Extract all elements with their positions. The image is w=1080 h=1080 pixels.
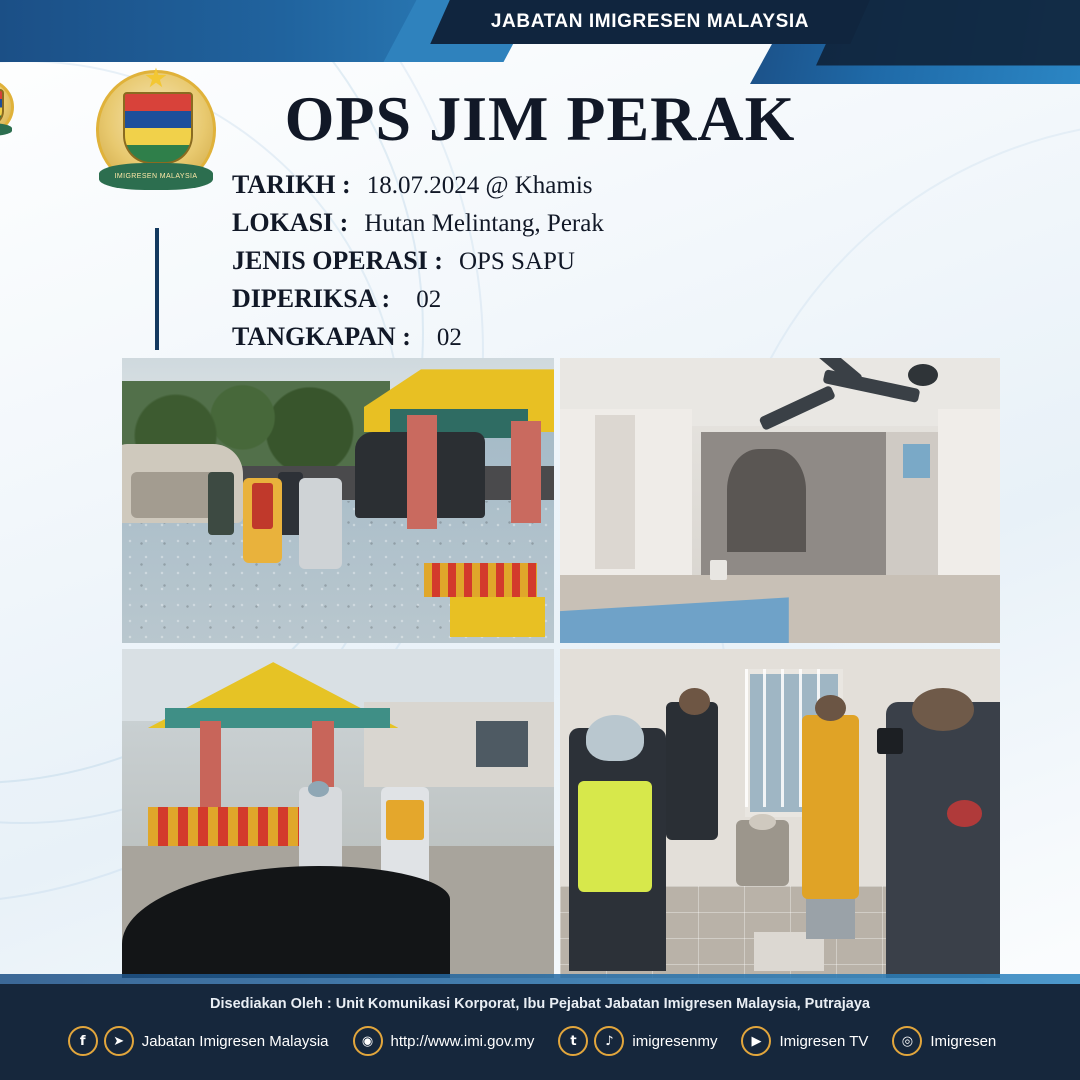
social-instagram[interactable] xyxy=(892,1026,1012,1056)
social-handle-twitter: imigresenmy xyxy=(632,1032,718,1050)
footer xyxy=(0,984,1080,1080)
operation-details xyxy=(232,170,932,360)
social-handle-youtube: Imigresen TV xyxy=(779,1032,869,1050)
footer-prepared-by: Disediakan Oleh : Unit Komunikasi Korporat, Ibu Pejabat Jabatan Imigresen Malaysia, Putrajaya xyxy=(210,996,870,1012)
youtube-icon[interactable]: ▶ xyxy=(741,1026,771,1056)
detail-label: LOKASI : xyxy=(232,208,349,237)
detail-value: 18.07.2024 @ Khamis xyxy=(366,172,593,199)
detail-label: TARIKH : xyxy=(232,170,351,199)
photo-building-interior xyxy=(560,358,1000,643)
social-handle-facebook: Jabatan Imigresen Malaysia xyxy=(141,1032,329,1050)
footer-accent-strip xyxy=(0,974,1080,984)
photo-officers-questioning xyxy=(560,649,1000,978)
detail-accent-bar xyxy=(155,228,159,350)
web-icon[interactable]: ◉ xyxy=(353,1026,383,1056)
social-facebook-telegram[interactable] xyxy=(68,1026,345,1056)
tiktok-icon[interactable]: ♪ xyxy=(594,1026,624,1056)
telegram-icon[interactable]: ➤ xyxy=(104,1026,134,1056)
detail-value: Hutan Melintang, Perak xyxy=(364,210,604,237)
detail-label: DIPERIKSA : xyxy=(232,284,391,313)
page-title: OPS JIM PERAK xyxy=(284,83,796,154)
detail-label: TANGKAPAN : xyxy=(232,322,411,351)
detail-row-tangkapan xyxy=(232,322,932,360)
photo-roadside-inspection xyxy=(122,358,554,643)
detail-row-jenis-operasi xyxy=(232,246,932,284)
instagram-icon[interactable]: ◎ xyxy=(892,1026,922,1056)
photo-grid xyxy=(122,358,1000,982)
photo-pavilion-men xyxy=(122,649,554,978)
social-handle-instagram: Imigresen xyxy=(930,1032,997,1050)
social-website[interactable] xyxy=(353,1026,551,1056)
agency-banner-text: JABATAN IMIGRESEN MALAYSIA xyxy=(490,11,810,32)
detail-value: 02 xyxy=(416,286,442,313)
detail-value: OPS SAPU xyxy=(458,248,575,275)
detail-label: JENIS OPERASI : xyxy=(232,246,443,275)
detail-row-lokasi xyxy=(232,208,932,246)
facebook-icon[interactable]: f xyxy=(68,1026,98,1056)
social-youtube[interactable] xyxy=(741,1026,884,1056)
detail-row-diperiksa xyxy=(232,284,932,322)
detail-value: 02 xyxy=(436,324,462,351)
twitter-icon[interactable]: t xyxy=(558,1026,588,1056)
crest-banner-text: IMIGRESEN MALAYSIA xyxy=(99,163,213,190)
footer-social-row xyxy=(0,1026,1080,1056)
detail-row-tarikh xyxy=(232,170,932,208)
social-twitter-tiktok[interactable] xyxy=(558,1026,733,1056)
social-handle-website: http://www.imi.gov.my xyxy=(390,1032,535,1050)
